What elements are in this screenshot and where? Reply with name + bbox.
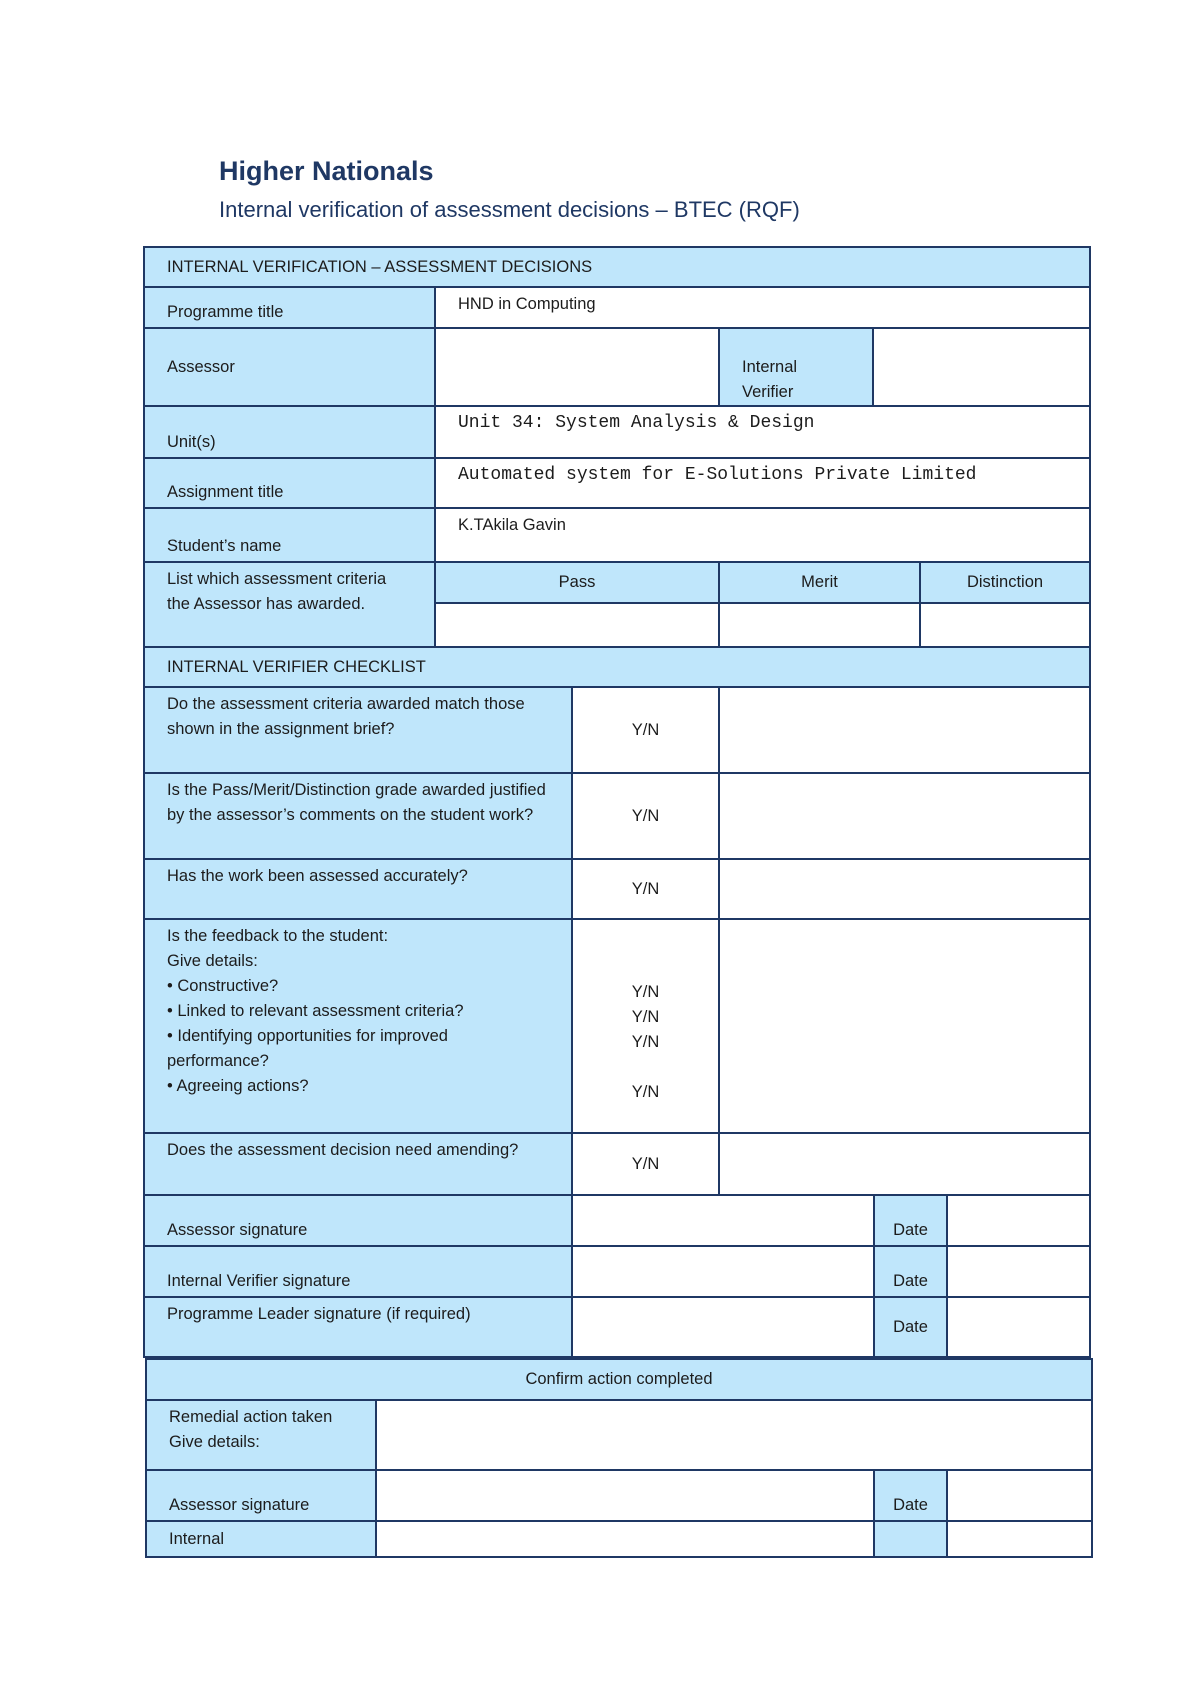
grade-merit-header: Merit (718, 561, 921, 604)
internal-verifier-field[interactable] (872, 327, 1091, 407)
grade-pass-header: Pass (434, 561, 720, 604)
checklist-q4 (143, 918, 573, 1134)
confirm-assessor-date-field[interactable] (946, 1469, 1093, 1522)
checklist-q4-item: • Agreeing actions? (167, 1077, 309, 1095)
checklist-q4-item: • Linked to relevant assessment criteria? (167, 1002, 464, 1020)
confirm-internal-label: Internal (145, 1520, 377, 1558)
unit-value[interactable]: Unit 34: System Analysis & Design (434, 405, 1091, 459)
programme-leader-date-field[interactable] (946, 1296, 1091, 1358)
internal-verifier-date-label: Date (873, 1245, 948, 1298)
checklist-q5-yn[interactable]: Y/N (571, 1132, 720, 1196)
section-header: INTERNAL VERIFICATION – ASSESSMENT DECISIONS (143, 246, 1091, 288)
checklist-q2: Is the Pass/Merit/Distinction grade awarded justified by the assessor’s comments on the student work? (143, 772, 573, 860)
checklist-q4-yn[interactable]: Y/N (631, 983, 660, 1001)
checklist-header: INTERNAL VERIFIER CHECKLIST (143, 646, 1091, 688)
remedial-action-title: Remedial action taken (169, 1408, 333, 1426)
internal-verifier-date-field[interactable] (946, 1245, 1091, 1298)
internal-verifier-signature-label: Internal Verifier signature (143, 1245, 573, 1298)
remedial-action-sub: Give details: (169, 1433, 260, 1451)
confirm-internal-date-field[interactable] (946, 1520, 1093, 1558)
assessor-signature-label: Assessor signature (143, 1194, 573, 1247)
internal-verifier-signature-field[interactable] (571, 1245, 875, 1298)
programme-leader-date-label: Date (873, 1296, 948, 1358)
confirm-assessor-signature-label: Assessor signature (145, 1469, 377, 1522)
grade-pass-field[interactable] (434, 602, 720, 648)
checklist-q1-yn[interactable]: Y/N (571, 686, 720, 774)
checklist-q3-yn[interactable]: Y/N (571, 858, 720, 920)
checklist-q2-yn[interactable]: Y/N (571, 772, 720, 860)
confirm-internal-signature-field[interactable] (375, 1520, 875, 1558)
programme-leader-signature-field[interactable] (571, 1296, 875, 1358)
checklist-q1: Do the assessment criteria awarded match those shown in the assignment brief? (143, 686, 573, 774)
remedial-action-field[interactable] (375, 1399, 1093, 1471)
assignment-title-value[interactable]: Automated system for E-Solutions Private Limited (434, 457, 1091, 509)
internal-verifier-label: Internal Verifier (718, 327, 874, 407)
grade-distinction-header: Distinction (919, 561, 1091, 604)
student-name-label: Student’s name (143, 507, 436, 563)
student-name-value[interactable]: K.TAkila Gavin (434, 507, 1091, 563)
assessor-label: Assessor (143, 327, 436, 407)
criteria-label: List which assessment criteria the Assessor has awarded. (143, 561, 436, 648)
checklist-q3-comment[interactable] (718, 858, 1091, 920)
checklist-q5: Does the assessment decision need amending? (143, 1132, 573, 1196)
checklist-q3: Has the work been assessed accurately? (143, 858, 573, 920)
checklist-q4-sub: Give details: (167, 952, 258, 970)
remedial-action-label (145, 1399, 377, 1471)
checklist-q4-yn-group (571, 918, 720, 1134)
grade-merit-field[interactable] (718, 602, 921, 648)
confirm-assessor-date-label: Date (873, 1469, 948, 1522)
assessor-field[interactable] (434, 327, 720, 407)
checklist-q4-comment[interactable] (718, 918, 1091, 1134)
assessor-signature-field[interactable] (571, 1194, 875, 1247)
checklist-q4-item: • Constructive? (167, 977, 279, 995)
assignment-title-label: Assignment title (143, 457, 436, 509)
page-title: Higher Nationals (219, 156, 434, 186)
confirm-assessor-signature-field[interactable] (375, 1469, 875, 1522)
confirm-internal-date-label-cell (873, 1520, 948, 1558)
checklist-q1-comment[interactable] (718, 686, 1091, 774)
checklist-q2-comment[interactable] (718, 772, 1091, 860)
unit-label: Unit(s) (143, 405, 436, 459)
checklist-q4-yn[interactable]: Y/N (631, 1083, 660, 1101)
assessor-date-label: Date (873, 1194, 948, 1247)
grade-distinction-field[interactable] (919, 602, 1091, 648)
programme-leader-signature-label: Programme Leader signature (if required) (143, 1296, 573, 1358)
page-subtitle: Internal verification of assessment decisions – BTEC (RQF) (219, 197, 800, 222)
assessor-date-field[interactable] (946, 1194, 1091, 1247)
confirm-header: Confirm action completed (145, 1358, 1093, 1401)
checklist-q4-item: • Identifying opportunities for improved performance? (167, 1027, 448, 1070)
checklist-q4-title: Is the feedback to the student: (167, 927, 389, 945)
checklist-q4-yn[interactable]: Y/N (631, 1033, 660, 1051)
checklist-q4-yn[interactable]: Y/N (631, 1008, 660, 1026)
programme-title-value[interactable]: HND in Computing (434, 286, 1091, 329)
checklist-q5-comment[interactable] (718, 1132, 1091, 1196)
programme-title-label: Programme title (143, 286, 436, 329)
